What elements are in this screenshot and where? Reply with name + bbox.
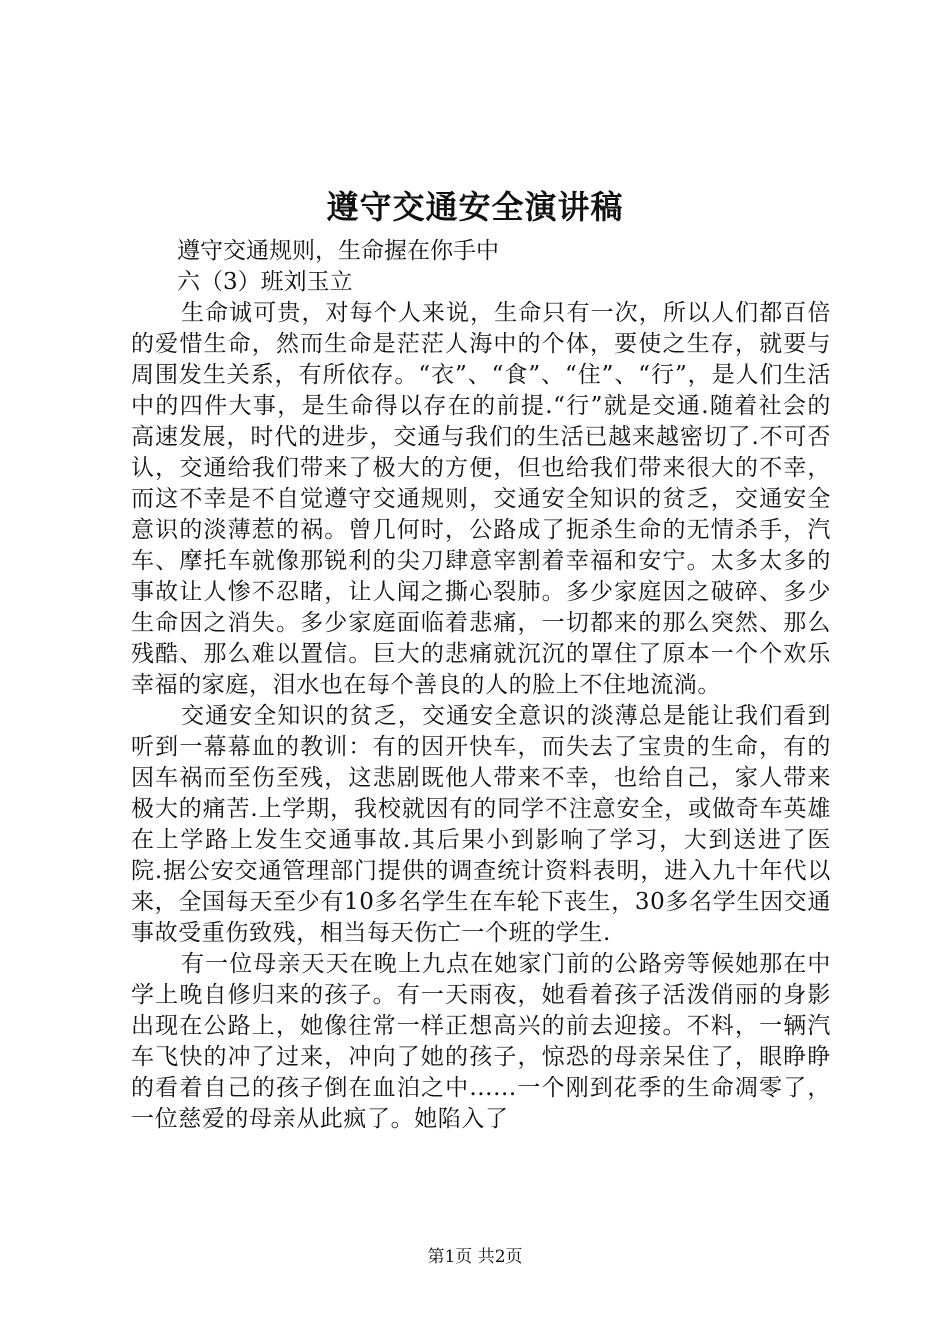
paragraph-3: 有一位母亲天天在晚上九点在她家门前的公路旁等候她那在中学上晚自修归来的孩子。有一天雨夜，她看着孩子活泼俏丽的身影出现在公路上，她像往常一样正想高兴的前去迎接。不料，一辆汽车飞快的冲了过来，冲向了她的孩子，惊恐的母亲呆住了，眼睁睁的看着自己的孩子倒在血泊之中......一个刚到花季的生命凋零了，一位慈爱的母亲从此疯了。她陷入了	[131, 951, 831, 1132]
document-subtitle: 遵守交通规则，生命握在你手中	[177, 238, 499, 264]
author-byline: 六（3）班刘玉立	[177, 269, 353, 295]
document-body	[131, 236, 831, 1135]
page-number-footer: 第1页 共2页	[427, 1247, 523, 1267]
paragraph-2: 交通安全知识的贫乏，交通安全意识的淡薄总是能让我们看到听到一幕幕血的教训：有的因开快车，而失去了宝贵的生命，有的因车祸而至伤至残，这悲剧既他人带来不幸，也给自己，家人带来极大的痛苦.上学期，我校就因有的同学不注意安全，或做奇车英雄在上学路上发生交通事故.其后果小到影响了学习，大到送进了医院.据公安交通管理部门提供的调查统计资料表明，进入九十年代以来，全国每天至少有10多名学生在车轮下丧生，30多名学生因交通事故受重伤致残，相当每天伤亡一个班的学生.	[131, 703, 831, 946]
paragraph-1: 生命诚可贵，对每个人来说，生命只有一次，所以人们都百倍的爱惜生命，然而生命是茫茫人海中的个体，要使之生存，就要与周围发生关系，有所依存。“衣”、“食”、“住”、“行”，是人们生活中的四件大事，是生命得以存在的前提.“行”就是交通.随着社会的高速发展，时代的进步，交通与我们的生活已越来越密切了.不可否认，交通给我们带来了极大的方便，但也给我们带来很大的不幸，而这不幸是不自觉遵守交通规则，交通安全知识的贫乏，交通安全意识的淡薄惹的祸。曾几何时，公路成了扼杀生命的无情杀手，汽车、摩托车就像那锐利的尖刀肆意宰割着幸福和安宁。太多太多的事故让人惨不忍睹，让人闻之撕心裂肺。多少家庭因之破碎、多少生命因之消失。多少家庭面临着悲痛，一切都来的那么突然、那么残酷、那么难以置信。巨大的悲痛就沉沉的罩住了原本一个个欢乐幸福的家庭，泪水也在每个善良的人的脸上不住地流淌。	[131, 300, 831, 698]
document-title: 遵守交通安全演讲稿	[326, 188, 624, 226]
